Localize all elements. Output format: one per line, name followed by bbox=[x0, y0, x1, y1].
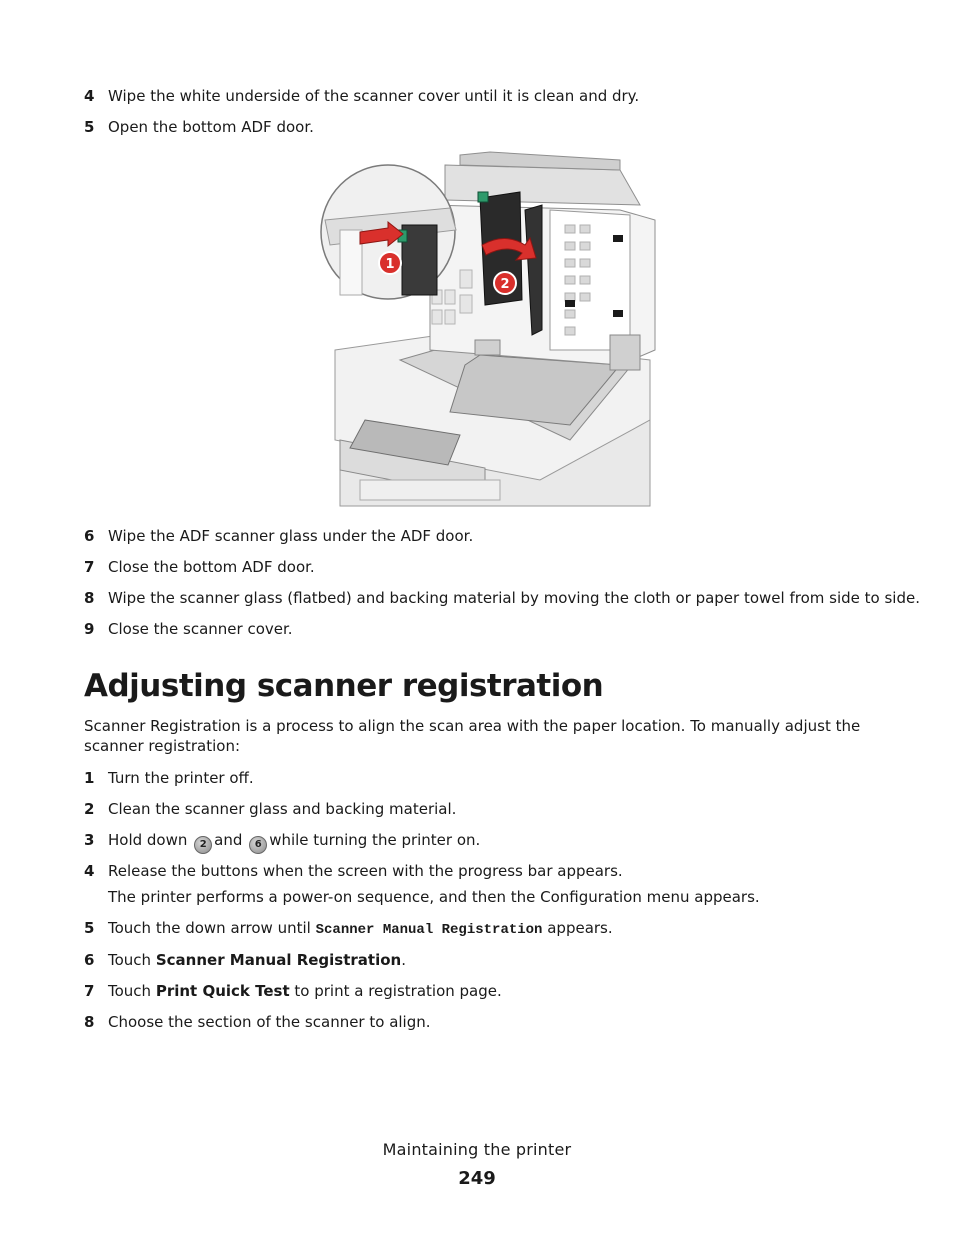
step-text: Wipe the white underside of the scanner cover until it is clean and dry. bbox=[108, 87, 640, 105]
step-text: Close the bottom ADF door. bbox=[108, 558, 315, 576]
section-intro: Scanner Registration is a process to align the scan area with the paper location. To manually adjust the scanner registration: bbox=[84, 717, 861, 755]
reg-step-6 bbox=[84, 951, 864, 969]
step-4-top bbox=[84, 87, 864, 105]
step-text: Clean the scanner glass and backing material. bbox=[108, 800, 457, 818]
step-text-mid: and bbox=[214, 831, 243, 849]
step-text: Choose the section of the scanner to align. bbox=[108, 1013, 431, 1031]
step-text-pre: Touch bbox=[108, 951, 152, 969]
step-text: Turn the printer off. bbox=[108, 769, 254, 787]
step-number: 5 bbox=[84, 118, 95, 136]
step-text: Open the bottom ADF door. bbox=[108, 118, 314, 136]
page-number: 249 bbox=[458, 1168, 496, 1189]
menu-item-bold: Scanner Manual Registration bbox=[155, 951, 402, 969]
step-number: 7 bbox=[84, 982, 95, 1000]
adf-door-illustration bbox=[320, 150, 660, 508]
step-number: 1 bbox=[84, 769, 95, 787]
callout-1: 1 bbox=[385, 257, 395, 272]
step-text: Wipe the ADF scanner glass under the ADF door. bbox=[108, 527, 474, 545]
step-8 bbox=[84, 589, 920, 607]
callout-2: 2 bbox=[500, 277, 510, 292]
reg-step-3 bbox=[84, 831, 864, 854]
step-text-pre: Hold down bbox=[108, 831, 188, 849]
step-number: 2 bbox=[84, 800, 95, 818]
step-text-post: while turning the printer on. bbox=[269, 831, 481, 849]
reg-step-8 bbox=[84, 1013, 864, 1031]
key-6-icon: 6 bbox=[249, 836, 267, 854]
reg-step-5 bbox=[84, 919, 864, 939]
reg-step-4 bbox=[84, 862, 864, 880]
section-heading: Adjusting scanner registration bbox=[84, 668, 604, 704]
menu-item-bold: Print Quick Test bbox=[155, 982, 290, 1000]
menu-item-code: Scanner Manual Registration bbox=[315, 922, 543, 938]
step-number: 9 bbox=[84, 620, 95, 638]
step-5-top bbox=[84, 118, 864, 136]
reg-step-2 bbox=[84, 800, 864, 818]
step-number: 4 bbox=[84, 87, 95, 105]
step-number: 8 bbox=[84, 1013, 95, 1031]
footer-chapter-title: Maintaining the printer bbox=[382, 1140, 572, 1159]
key-2-icon: 2 bbox=[194, 836, 212, 854]
step-text-pre: Touch bbox=[108, 982, 152, 1000]
step-text: Wipe the scanner glass (flatbed) and backing material by moving the cloth or paper towel from side to side. bbox=[108, 589, 920, 607]
step-text-post: to print a registration page. bbox=[294, 982, 502, 1000]
step-number: 6 bbox=[84, 951, 95, 969]
step-number: 4 bbox=[84, 862, 95, 880]
step-number: 7 bbox=[84, 558, 95, 576]
step-7 bbox=[84, 558, 864, 576]
step-number: 8 bbox=[84, 589, 95, 607]
printer-illustration bbox=[320, 150, 660, 508]
step-text-post: . bbox=[401, 951, 407, 969]
step-9 bbox=[84, 620, 864, 638]
step-6 bbox=[84, 527, 864, 545]
step-text-pre: Touch the down arrow until bbox=[108, 919, 311, 937]
step-number: 6 bbox=[84, 527, 95, 545]
reg-step-1 bbox=[84, 769, 864, 787]
step-number: 5 bbox=[84, 919, 95, 937]
step-text: Close the scanner cover. bbox=[108, 620, 293, 638]
step-text: Release the buttons when the screen with the progress bar appears. bbox=[108, 862, 623, 880]
reg-step-4-note: The printer performs a power-on sequence, and then the Configuration menu appears. bbox=[108, 888, 760, 906]
reg-step-7 bbox=[84, 982, 864, 1000]
step-text-post: appears. bbox=[547, 919, 613, 937]
step-number: 3 bbox=[84, 831, 95, 849]
